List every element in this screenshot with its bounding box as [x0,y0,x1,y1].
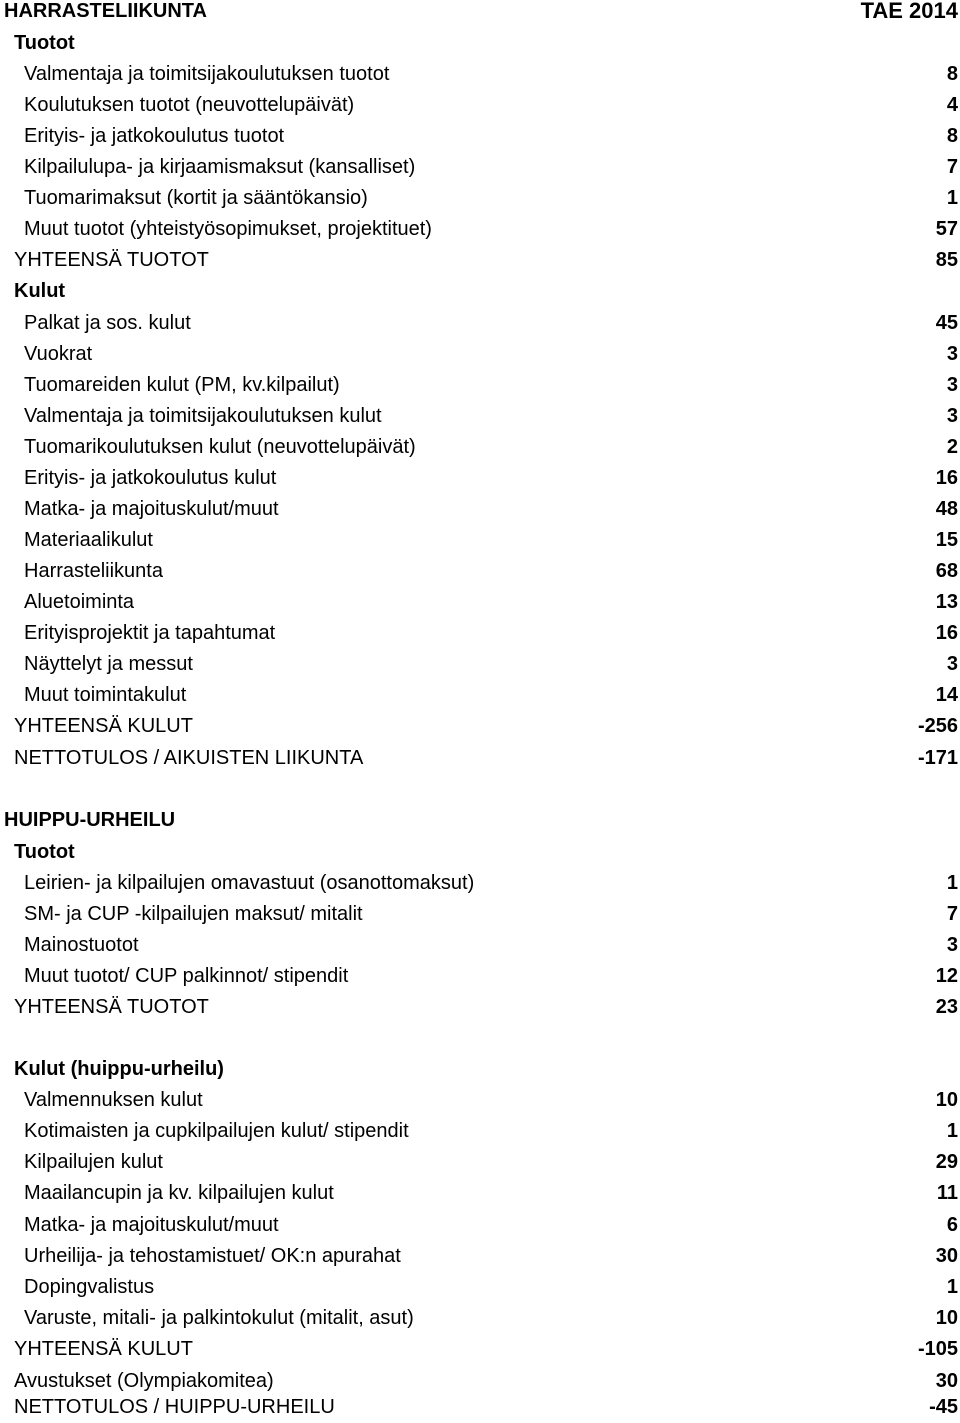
table-row [0,463,960,494]
row-value: 1 [946,187,958,209]
row-value: 8 [946,125,958,147]
kulut-total-row [0,1334,960,1365]
row-value: -45 [929,1396,958,1418]
row-value: 2 [946,436,958,458]
table-row [0,1178,960,1209]
row-label: Avustukset (Olympiakomitea) [14,1370,274,1392]
row-value: 3 [946,405,958,427]
kulut-total-row [0,711,960,742]
row-value: 30 [935,1370,958,1392]
row-label: Valmentaja ja toimitsijakoulutuksen tuotot [24,63,390,85]
table-row [0,121,960,152]
row-value: 1 [946,872,958,894]
row-value: 3 [946,374,958,396]
row-label: Maailancupin ja kv. kilpailujen kulut [24,1182,334,1204]
row-label: Erityisprojektit ja tapahtumat [24,622,276,644]
table-row [0,59,960,90]
row-label: Erityis- ja jatkokoulutus tuotot [24,125,285,147]
row-label: YHTEENSÄ KULUT [14,715,193,737]
row-value: 45 [935,312,958,334]
table-row [0,370,960,401]
row-label: Urheilija- ja tehostamistuet/ OK:n apurahat [24,1245,401,1267]
row-label: Matka- ja majoituskulut/muut [24,498,279,520]
row-value: 3 [946,653,958,675]
row-value: 57 [935,218,958,240]
table-row [0,90,960,121]
row-label: Aluetoiminta [24,591,135,613]
row-value: 14 [935,684,958,706]
row-label: Valmentaja ja toimitsijakoulutuksen kulut [24,405,382,427]
table-row [0,587,960,618]
section-title-huippu-urheilu [0,805,960,836]
row-label: Näyttelyt ja messut [24,653,193,675]
row-value: 85 [935,249,958,271]
table-row [0,183,960,214]
section-title-harrasteliikunta: HARRASTELIIKUNTA [4,0,207,22]
row-label: Palkat ja sos. kulut [24,312,191,334]
row-label: Tuomareiden kulut (PM, kv.kilpailut) [24,374,340,396]
kulut-heading-label: Kulut (huippu-urheilu) [14,1058,224,1080]
row-label: Muut tuotot/ CUP palkinnot/ stipendit [24,965,349,987]
row-label: Kotimaisten ja cupkilpailujen kulut/ stipendit [24,1120,409,1142]
row-label: YHTEENSÄ TUOTOT [14,249,209,271]
row-value: 23 [935,996,958,1018]
table-row [0,649,960,680]
row-label: Dopingvalistus [24,1276,155,1298]
table-row [0,1272,960,1303]
table-row [0,494,960,525]
table-row [0,961,960,992]
netto-row [0,743,960,774]
row-value: 10 [935,1089,958,1111]
table-row [0,930,960,961]
row-value: 15 [935,529,958,551]
row-label: Tuomarimaksut (kortit ja sääntökansio) [24,187,368,209]
row-value: 13 [935,591,958,613]
table-row [0,214,960,245]
row-value: 1 [946,1276,958,1298]
row-value: -171 [917,747,958,769]
tuotot-heading [0,837,960,868]
kulut-heading [0,276,960,307]
row-value: 11 [936,1182,958,1204]
row-label: SM- ja CUP -kilpailujen maksut/ mitalit [24,903,363,925]
table-row [0,556,960,587]
table-row [0,401,960,432]
row-value: 6 [946,1214,958,1236]
table-row [0,680,960,711]
table-row [0,152,960,183]
tuotot-heading [0,28,960,59]
row-value: -105 [917,1338,958,1360]
tuotot-heading-label: Tuotot [14,32,75,54]
row-value: 3 [946,343,958,365]
row-label: YHTEENSÄ TUOTOT [14,996,209,1018]
row-value: 1 [946,1120,958,1142]
row-value: 16 [935,467,958,489]
row-label: Erityis- ja jatkokoulutus kulut [24,467,277,489]
row-label: Valmennuksen kulut [24,1089,203,1111]
tuotot-total-row [0,992,960,1023]
tuotot-total-row [0,245,960,276]
row-label: Kilpailujen kulut [24,1151,163,1173]
row-label: Harrasteliikunta [24,560,163,582]
row-label: Koulutuksen tuotot (neuvottelupäivät) [24,94,355,116]
row-label: Leirien- ja kilpailujen omavastuut (osanottomaksut) [24,872,475,894]
tuotot-heading-label: Tuotot [14,841,75,863]
row-label: Matka- ja majoituskulut/muut [24,1214,279,1236]
row-label: Mainostuotot [24,934,139,956]
row-value: 10 [935,1307,958,1329]
row-value: 8 [946,63,958,85]
table-row [0,339,960,370]
row-label: Muut tuotot (yhteistyösopimukset, projektituet) [24,218,432,240]
row-label: NETTOTULOS / AIKUISTEN LIIKUNTA [14,747,364,769]
table-row [0,308,960,339]
table-row [0,1147,960,1178]
row-label: Muut toimintakulut [24,684,187,706]
budget-year-label: TAE 2014 [860,0,958,23]
row-value: 7 [946,156,958,178]
row-label: Varuste, mitali- ja palkintokulut (mitalit, asut) [24,1307,414,1329]
row-value: 48 [935,498,958,520]
table-row [0,1210,960,1241]
row-value: 4 [946,94,958,116]
table-row [0,1303,960,1334]
row-value: 3 [946,934,958,956]
row-label: Tuomarikoulutuksen kulut (neuvottelupäivät) [24,436,416,458]
kulut-heading-label: Kulut [14,280,66,302]
row-value: 29 [935,1151,958,1173]
row-value: 7 [946,903,958,925]
table-row [0,899,960,930]
kulut-heading [0,1054,960,1085]
table-row [0,1116,960,1147]
row-value: 16 [935,622,958,644]
table-row [0,432,960,463]
row-label: Kilpailulupa- ja kirjaamismaksut (kansalliset) [24,156,416,178]
row-label: Vuokrat [24,343,93,365]
table-row [0,868,960,899]
section-title-label: HUIPPU-URHEILU [4,809,176,831]
table-row [0,1241,960,1272]
table-row [0,618,960,649]
row-label: NETTOTULOS / HUIPPU-URHEILU [14,1396,335,1418]
netto-row [0,1392,960,1423]
row-value: 68 [935,560,958,582]
table-row [0,1085,960,1116]
row-value: 12 [935,965,958,987]
row-value: -256 [917,715,958,737]
row-label: Materiaalikulut [24,529,153,551]
table-row [0,525,960,556]
row-value: 30 [935,1245,958,1267]
row-label: YHTEENSÄ KULUT [14,1338,193,1360]
